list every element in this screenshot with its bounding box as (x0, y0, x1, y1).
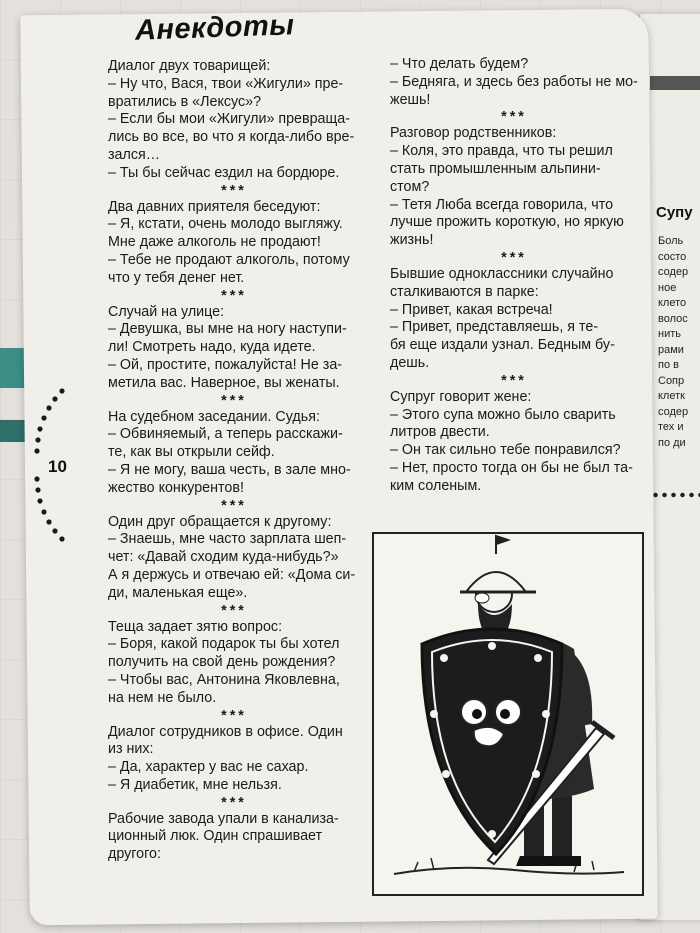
section-separator: *** (501, 109, 527, 126)
text-line: ционный люк. Один спрашивает (108, 828, 323, 845)
text-line: – Девушка, вы мне на ногу наступи- (108, 321, 347, 338)
text-line: – Знаешь, мне часто зарплата шеп- (108, 531, 347, 548)
text-line: – Привет, представляешь, я те- (390, 319, 599, 336)
text-line: – Тетя Люба всегда говорила, что (390, 196, 614, 213)
text-line: лучше прожить короткую, но яркую (390, 214, 624, 231)
next-page-header-bar (650, 76, 700, 90)
text-line: бя еще издали узнал. Бедным бу- (390, 337, 615, 354)
text-line: ли! Смотреть надо, куда идете. (108, 339, 316, 356)
text-line: А я держусь и отвечаю ей: «Дома си- (108, 566, 356, 583)
text-line: литров двести. (390, 424, 490, 441)
next-page-text-line: тех и (658, 421, 684, 433)
next-page-text-line: нить (658, 328, 681, 340)
text-line: – Ты бы сейчас ездил на бордюре. (108, 164, 340, 181)
text-line: ким соленым. (390, 477, 482, 494)
text-line: На судебном заседании. Судья: (108, 408, 320, 425)
text-line: другого: (108, 846, 161, 863)
text-line: стом? (390, 178, 430, 195)
next-page-text-line: волос (658, 312, 688, 325)
text-line: Два давних приятеля беседуют: (108, 198, 321, 215)
section-separator: *** (221, 602, 247, 619)
right-column (390, 56, 638, 496)
text-line: сталкиваются в парке: (390, 283, 539, 300)
text-line: – Если бы мои «Жигули» превраща- (108, 111, 350, 128)
text-line: – Обвиняемый, а теперь расскажи- (108, 426, 343, 443)
next-page-text-line: ное (658, 281, 677, 294)
text-line: из них: (108, 741, 154, 758)
next-page-text-line: содер (658, 405, 689, 418)
text-line: метила вас. Наверное, вы женаты. (108, 374, 340, 391)
section-separator: *** (221, 287, 247, 304)
text-line: на нем не было. (108, 689, 217, 706)
next-page-text-line: клетк (658, 390, 685, 402)
next-page-text-line: содер (658, 266, 689, 278)
text-line: – Привет, какая встреча! (390, 301, 553, 318)
left-column (108, 58, 360, 864)
next-page-text (658, 234, 700, 451)
text-line: Теща задает зятю вопрос: (108, 618, 283, 635)
text-line: – Этого супа можно было сварить (390, 406, 616, 423)
text-line: – Коля, это правда, что ты решил (390, 143, 613, 160)
text-line: – Что делать будем? (390, 56, 529, 72)
section-separator: *** (221, 392, 247, 409)
text-line: жешь! (390, 91, 431, 108)
section-separator: *** (501, 372, 527, 389)
text-line: – Тебе не продают алкоголь, потому (108, 251, 350, 268)
text-line: – Он так сильно тебе понравился? (390, 442, 621, 459)
text-line: – Я не могу, ваша честь, в зале мно- (108, 461, 351, 478)
section-separator: *** (221, 182, 247, 199)
text-line: стать промышленным альпини- (390, 160, 601, 177)
text-line: Бывшие одноклассники случайно (390, 265, 614, 282)
text-line: Рабочие завода упали в канализа- (108, 810, 339, 827)
text-line: Случай на улице: (108, 303, 225, 320)
next-page-text-line: по ди (658, 436, 686, 449)
text-line: лись во все, во что я когда-либо вре- (108, 129, 355, 146)
next-page-title: Супу (656, 204, 693, 221)
next-page-text-line: состо (658, 250, 687, 263)
text-line: Разговор родственников: (390, 125, 557, 142)
text-line: жизнь! (390, 232, 434, 249)
text-line: Диалог сотрудников в офисе. Один (108, 723, 343, 740)
text-line: – Нет, просто тогда он бы не был та- (390, 459, 633, 476)
text-line: чет: «Давай сходим куда-нибудь?» (108, 549, 339, 566)
text-line: жество конкурентов! (108, 479, 244, 496)
text-line: – Я диабетик, мне нельзя. (108, 776, 282, 793)
text-line: – Чтобы вас, Антонина Яковлевна, (108, 671, 340, 688)
text-line: Диалог двух товарищей: (108, 58, 271, 74)
text-line: Мне даже алкоголь не продают! (108, 234, 321, 251)
text-line: дешь. (390, 354, 430, 371)
page-number: 10 (48, 457, 67, 476)
text-line: получить на свой день рождения? (108, 654, 336, 671)
text-line: Один друг обращается к другому: (108, 513, 332, 530)
text-line: вратились в «Лексус»? (108, 93, 262, 110)
next-page-text-line: по в (658, 359, 679, 371)
text-line: Супруг говорит жене: (390, 388, 532, 405)
next-page-text-line: Сопр (658, 374, 685, 387)
next-page-text-line: рами (658, 343, 684, 356)
section-separator: *** (221, 497, 247, 514)
section-separator: *** (221, 794, 247, 811)
text-line: – Ну что, Вася, твои «Жигули» пре- (108, 75, 344, 92)
text-line: – Да, характер у вас не сахар. (108, 759, 309, 776)
text-line: что у тебя денег нет. (108, 269, 245, 286)
knight-cartoon-illustration (372, 532, 644, 896)
section-separator: *** (501, 249, 527, 266)
section-separator: *** (221, 707, 247, 724)
text-line: ди, маленькая еще». (108, 584, 248, 601)
text-line: – Ой, простите, пожалуйста! Не за- (108, 356, 343, 373)
page-title: Анекдоты (134, 9, 295, 47)
text-line: зался… (108, 146, 161, 163)
next-page-text-line: Боль (658, 235, 684, 247)
text-line: – Я, кстати, очень молодо выгляжу. (108, 216, 343, 233)
next-page-text-line: клето (658, 297, 687, 309)
text-line: те, как вы открыли сейф. (108, 444, 275, 461)
text-line: – Бедняга, и здесь без работы не мо- (390, 73, 638, 90)
text-line: – Боря, какой подарок ты бы хотел (108, 636, 340, 653)
